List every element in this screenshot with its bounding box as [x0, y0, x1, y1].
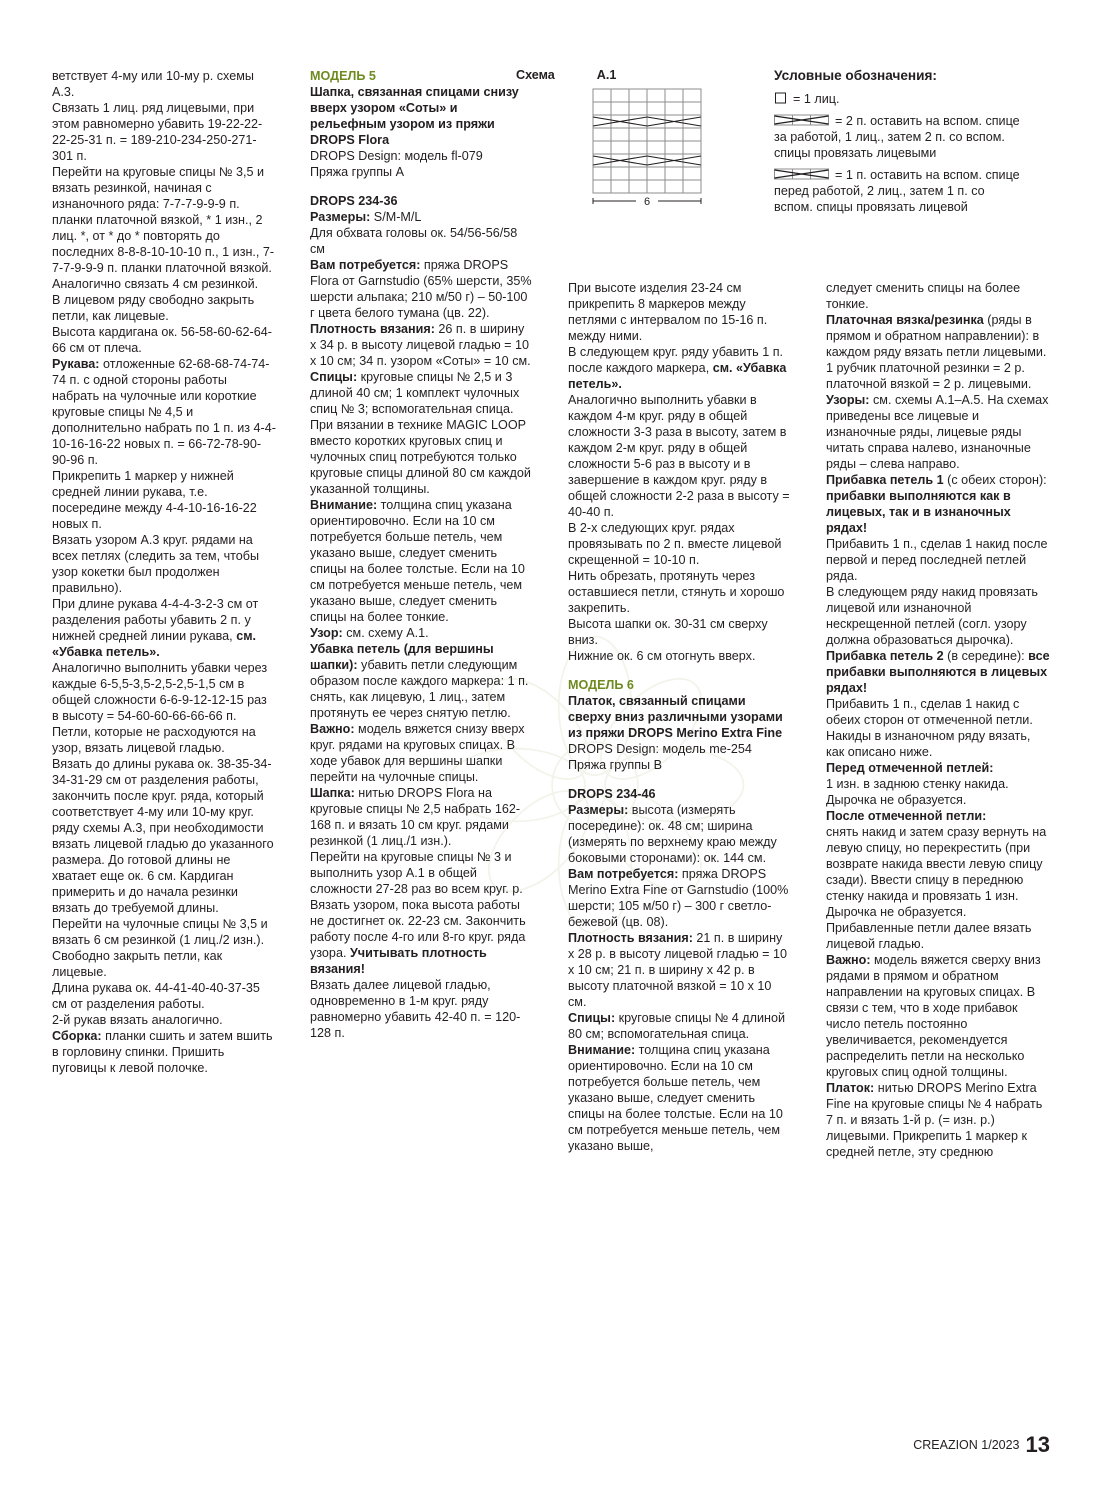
paragraph-emphasis: см. «Убавка петель». [52, 629, 257, 659]
paragraph-lead: Спицы: [310, 370, 358, 384]
paragraph: DROPS Design: модель me-254 [568, 742, 752, 756]
paragraph: При длине рукава 4-4-4-3-2-3 см от разделения работы убавить 2 п. у нижней средней линии рукава, см. «Убавка петель». [52, 597, 259, 659]
column-1 [52, 68, 276, 1076]
legend-item-text: = 1 п. оставить на вспом. спице перед работой, 2 лиц., затем 1 п. со вспом. спицы провязать лицевой [774, 168, 1020, 214]
paragraph: Связать 1 лиц. ряд лицевыми, при этом равномерно убавить 19-22-22-22-25-31 п. = 189-210-234-250-271-301 п. [52, 101, 263, 163]
paragraph-lead: Плотность вязания: [568, 931, 693, 945]
paragraph: Прибавка петель 1 (с обеих сторон): прибавки выполняются как в лицевых, так и в изнаночных рядах! [826, 473, 1047, 535]
paragraph: Вязать узором, пока высота работы не достигнет ок. 22-23 см. Закончить работу после 4-го или 8-го круг. ряда узора. Учитывать плотность вязания! [310, 898, 526, 976]
paragraph: Спицы: круговые спицы № 2,5 и 3 длиной 40 см; 1 комплект чулочных спиц № 3; вспомогательная спица. [310, 370, 520, 416]
paragraph [826, 760, 1050, 776]
paragraph: Перейти на круговые спицы № 3,5 и вязать резинкой, начиная с изнаночного ряда: 7-7-7-9-9-9 п. планки платочной вязкой, * 1 изн., 2 лиц. *, от * до * повторять до последних 8-8-8-10-10-10 п., 1 изн., 7-7-7-9-9-9 п. планки платочной вязкой. Аналогично связать 4 см резинкой. [52, 165, 275, 291]
paragraph: Вязать узором А.3 круг. рядами на всех петлях (следить за тем, чтобы узор кокетки был продолжен правильно). [52, 533, 260, 595]
paragraph: ветствует 4-му или 10-му р. схемы А.3. [52, 69, 254, 99]
legend-item-text: = 2 п. оставить на вспом. спице за работой, 1 лиц., затем 2 п. со вспом. спицы провязать лицевыми [774, 114, 1020, 160]
chart-grid [592, 88, 746, 217]
paragraph: Накиды в изнаночном ряду вязать, как описано ниже. [826, 729, 1031, 759]
chart-caption: Схема [516, 68, 555, 82]
paragraph: Вам потребуется: пряжа DROPS Flora от Garnstudio (65% шерсти, 35% шерсти альпака; 210 м/50 г) – 50-100 г цвета белого тумана (цв. 22). [310, 258, 532, 320]
paragraph: Плотность вязания: 26 п. в ширину х 34 р. в высоту лицевой гладью = 10 х 10 см; 34 п. узором «Соты» = 10 см. [310, 322, 531, 368]
paragraph: Нить обрезать, протянуть через оставшиеся петли, стянуть и хорошо закрепить. [568, 569, 785, 615]
paragraph: Вязать до длины рукава ок. 38-35-34-34-31-29 см от разделения работы, закончить после круг. ряда, который соответствует 4-му или 10-му круг. ряду схемы А.3, при необходимости вязать лицевой гладью до указанного размера. До готовой длины не хватает еще ок. 6 см. Кардиган примерить и до начала резинки вязать до требуемой длины. [52, 757, 274, 915]
paragraph-lead: Перед отмеченной петлей: [826, 761, 994, 775]
paragraph-lead: Размеры: [568, 803, 629, 817]
legend-item-text: = 1 лиц. [793, 92, 840, 106]
paragraph: Спицы: круговые спицы № 4 длиной 80 см; вспомогательная спица. [568, 1011, 786, 1041]
section-heading-number: МОДЕЛЬ 6 [568, 678, 634, 692]
legend-block [774, 68, 1024, 215]
paragraph: Аналогично выполнить убавки через каждые 6-5,5-3,5-2,5-2,5-1,5 см в общей сложности 6-6-9-12-12-15 раз в высоту = 54-60-60-66-66-66 п. Петли, которые не расходуются на узор, вязать лицевой гладью. [52, 661, 268, 755]
footer-brand: CREAZION 1/2023 [913, 1438, 1020, 1452]
paragraph: Перейти на чулочные спицы № 3,5 и вязать 6 см резинкой (1 лиц./2 изн.). [52, 917, 268, 947]
paragraph-lead: Прибавка петель 1 [826, 473, 944, 487]
column-2 [310, 68, 534, 1041]
paragraph-lead: Рукава: [52, 357, 100, 371]
cable-front-icon [774, 167, 830, 181]
paragraph-lead: Узоры: [826, 393, 870, 407]
paragraph: 2-й рукав вязать аналогично. [52, 1013, 223, 1027]
paragraph: Высота шапки ок. 30-31 см сверху вниз. [568, 617, 768, 647]
paragraph: Размеры: высота (измерять посередине): ок. 48 см; ширина (измерять по верхнему краю между боковыми сторонами): ок. 144 см. [568, 803, 777, 865]
section-heading: Платок, связанный спицами сверху вниз различными узорами из пряжи DROPS Merino Extra Fine [568, 694, 783, 740]
paragraph-lead: Вам потребуется: [310, 258, 421, 272]
paragraph-emphasis: Учитывать плотность вязания! [310, 946, 487, 976]
paragraph-lead: Размеры: [310, 210, 371, 224]
paragraph: В следующем круг. ряду убавить 1 п. после каждого маркера, см. «Убавка петель». [568, 345, 787, 391]
paragraph: В лицевом ряду свободно закрыть петли, как лицевые. [52, 293, 255, 323]
paragraph: Внимание: толщина спиц указана ориентировочно. Если на 10 см потребуется больше петель, чем указано выше, следует сменить спицы на более толстые. Если на 10 см потребуется меньше петель, чем указано выше, [568, 1043, 783, 1153]
paragraph: Для обхвата головы ок. 54/56-56/58 см [310, 226, 518, 256]
paragraph: Перейти на круговые спицы № 3 и выполнить узор А.1 в общей сложности 27-28 раз во всем круг. р. [310, 850, 523, 896]
legend-title: Условные обозначения: [774, 68, 937, 83]
paragraph-lead: Внимание: [310, 498, 378, 512]
section-heading: DROPS 234-46 [568, 787, 656, 801]
page-number: 13 [1025, 1432, 1050, 1457]
chart-name: A.1 [596, 68, 617, 82]
chart-width-label: 6 [643, 196, 651, 208]
paragraph-lead: Важно: [826, 953, 871, 967]
paragraph-lead: Узор: [310, 626, 343, 640]
paragraph: Длина рукава ок. 44-41-40-40-37-35 см от разделения работы. [52, 981, 260, 1011]
paragraph: Шапка: нитью DROPS Flora на круговые спицы № 2,5 набрать 162-168 п. и вязать 10 см круг. рядами резинкой (1 лиц./1 изн.). [310, 786, 521, 848]
paragraph: снять накид и затем сразу вернуть на левую спицу, но перекрестить (при возврате накида ввести левую спицу сзади). Ввести спицу в переднюю стенку накида и провязать 1 изн. Дырочка не образуется. [826, 825, 1047, 919]
paragraph: Пряжа группы B [568, 758, 663, 772]
paragraph-lead: Сборка: [52, 1029, 102, 1043]
paragraph: Вязать далее лицевой гладью, одновременно в 1-м круг. ряду равномерно убавить 42-40 п. = 120-128 п. [310, 978, 521, 1040]
paragraph-lead: Убавка петель (для вершины шапки): [310, 642, 494, 672]
paragraph-lead: Спицы: [568, 1011, 616, 1025]
chart-block [516, 68, 746, 217]
paragraph-lead: Важно: [310, 722, 355, 736]
column-3 [568, 280, 792, 1154]
paragraph: Свободно закрыть петли, как лицевые. [52, 949, 223, 979]
paragraph: Аналогично выполнить убавки в каждом 4-м круг. ряду в общей сложности 3-3 раза в высоту, затем в каждом 2-м круг. ряду в общей сложности 5-6 раз в высоту и в завершение в каждом круг. ряду в общей сложности 2-2 раза в высоту = 40-40 п. [568, 393, 790, 519]
paragraph: Сборка: планки сшить и затем вшить в горловину спинки. Пришить пуговицы к левой полочке. [52, 1029, 273, 1075]
paragraph-lead: Платок: [826, 1081, 875, 1095]
paragraph-emphasis: см. «Убавка петель». [568, 361, 787, 391]
paragraph-lead: Плотность вязания: [310, 322, 435, 336]
paragraph: следует сменить спицы на более тонкие. [826, 281, 1021, 311]
legend-item [774, 113, 1024, 161]
paragraph: Убавка петель (для вершины шапки): убавить петли следующим образом после каждого маркера: 1 п. снять, как лицевую, 1 лиц., затем протянуть ее через снятую петлю. [310, 642, 529, 720]
section-heading-number: МОДЕЛЬ 5 [310, 69, 376, 83]
paragraph-lead: Внимание: [568, 1043, 636, 1057]
paragraph: 1 изн. в заднюю стенку накида. Дырочка не образуется. [826, 777, 1009, 807]
paragraph: Рукава: отложенные 62-68-68-74-74-74 п. с одной стороны работы набрать на чулочные или короткие круговые спицы № 4,5 и дополнительно набрать по 1 п. из 4-4-10-16-16-22 новых п. = 66-72-78-90-90-96 п. [52, 357, 276, 467]
paragraph-lead: Вам потребуется: [568, 867, 679, 881]
paragraph: Платок: нитью DROPS Merino Extra Fine на круговые спицы № 4 набрать 7 п. и вязать 1-й р. (= изн. р.) лицевыми. Прикрепить 1 маркер к средней петле, эту среднюю [826, 1081, 1043, 1159]
paragraph-emphasis: все прибавки выполняются в лицевых рядах! [826, 649, 1050, 695]
paragraph-emphasis: прибавки выполняются как в лицевых, так и в изнаночных рядах! [826, 489, 1011, 535]
paragraph: Узор: см. схему А.1. [310, 626, 429, 640]
paragraph: Прибавка петель 2 (в середине): все прибавки выполняются в лицевых рядах! [826, 649, 1050, 695]
paragraph: Узоры: см. схемы А.1–А.5. На схемах приведены все лицевые и изнаночные ряды, лицевые ряды читать справа налево, изнаночные ряды – слева направо. [826, 393, 1049, 471]
paragraph: При высоте изделия 23-24 см прикрепить 8 маркеров между петлями с интервалом по 15-16 п. между ними. [568, 281, 768, 343]
section-heading: Шапка, связанная спицами снизу вверх узором «Соты» и рельефным узором из пряжи DROPS Flora [310, 85, 519, 147]
paragraph-lead: Платочная вязка/резинка [826, 313, 984, 327]
paragraph: Внимание: толщина спиц указана ориентировочно. Если на 10 см потребуется больше петель, чем указано выше, следует сменить спицы на более толстые. Если на 10 см потребуется меньше петель, чем указано выше, следует сменить спицы на более тонкие. [310, 498, 525, 624]
paragraph: Прикрепить 1 маркер у нижней средней линии рукава, т.е. посередине между 4-4-10-16-16-22 новых п. [52, 469, 257, 531]
paragraph: Нижние ок. 6 см отогнуть вверх. [568, 649, 756, 663]
paragraph: Высота кардигана ок. 56-58-60-62-64-66 см от плеча. [52, 325, 272, 355]
footer-inner [913, 1432, 1050, 1458]
paragraph: Важно: модель вяжется сверху вниз рядами в прямом и обратном направлении на круговых спицах. В связи с тем, что в ходе прибавок число петель постоянно увеличивается, рекомендуется распределить петли на несколько круговых спиц одной толщины. [826, 953, 1041, 1079]
cable-back-icon [774, 113, 830, 127]
paragraph: 1 рубчик платочной резинки = 2 р. платочной вязкой = 2 р. лицевыми. [826, 361, 1032, 391]
paragraph: Важно: модель вяжется снизу вверх круг. рядами на круговых спицах. В ходе убавок для вершины шапки перейти на чулочные спицы. [310, 722, 525, 784]
paragraph: Прибавить 1 п., сделав 1 накид после первой и перед последней петлей ряда. [826, 537, 1048, 583]
paragraph: Прибавить 1 п., сделав 1 накид с обеих сторон от отмеченной петли. [826, 697, 1033, 727]
paragraph: При вязании в технике MAGIC LOOP вместо коротких круговых спиц и чулочных спиц потребуются только круговые спицы длиной 80 см каждой указанной толщины. [310, 418, 531, 496]
column-4 [826, 280, 1050, 1160]
square-icon [774, 91, 788, 105]
paragraph: В следующем ряду накид провязать лицевой или изнаночной нескрещенной петлей (согл. узору должна образоваться дырочка). [826, 585, 1038, 647]
paragraph: Платочная вязка/резинка (ряды в прямом и обратном направлении): в каждом ряду вязать петли лицевыми. [826, 313, 1047, 359]
paragraph: Прибавленные петли далее вязать лицевой гладью. [826, 921, 1032, 951]
paragraph-lead: Шапка: [310, 786, 355, 800]
paragraph: Пряжа группы А [310, 165, 405, 179]
paragraph: Плотность вязания: 21 п. в ширину х 28 р. в высоту лицевой гладью = 10 х 10 см; 21 п. в ширину х 42 р. в высоту платочной вязкой = 10 х 10 см. [568, 931, 788, 1009]
paragraph: В 2-х следующих круг. рядах провязывать по 2 п. вместе лицевой скрещенной = 10-10 п. [568, 521, 782, 567]
paragraph [826, 808, 1050, 824]
paragraph: Вам потребуется: пряжа DROPS Merino Extra Fine от Garnstudio (100% шерсти; 105 м/50 г) – 300 г светло-бежевой (цв. 08). [568, 867, 789, 929]
legend-item [774, 91, 1024, 107]
paragraph: Размеры: S/M-M/L [310, 210, 422, 224]
legend-item [774, 167, 1024, 215]
paragraph: DROPS Design: модель fl-079 [310, 149, 483, 163]
paragraph-lead: После отмеченной петли: [826, 809, 987, 823]
paragraph-lead: Прибавка петель 2 [826, 649, 944, 663]
section-heading: DROPS 234-36 [310, 194, 398, 208]
